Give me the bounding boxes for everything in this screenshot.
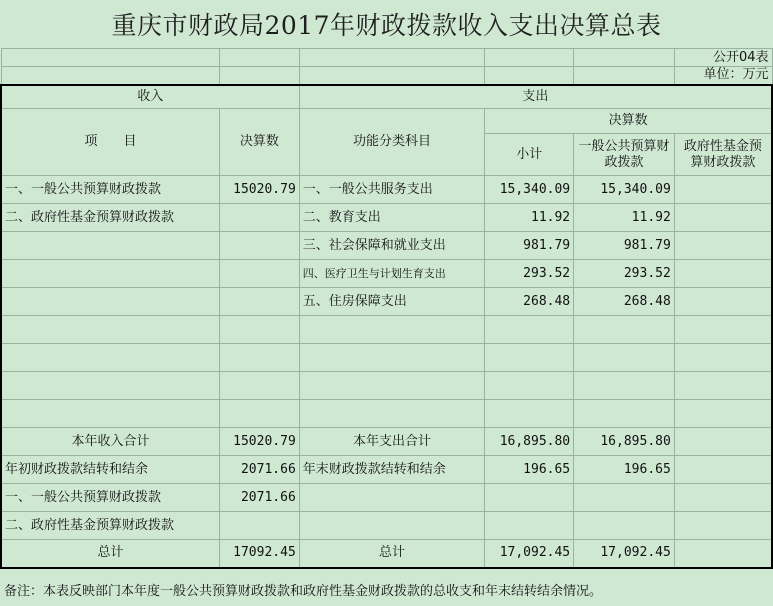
footnote: 备注：本表反映部门本年度一般公共预算财政拨款和政府性基金财政拨款的总收支和年末结转结余情况。 bbox=[4, 583, 603, 599]
carry-sub-row: 二、政府性基金预算财政拨款 bbox=[1, 512, 772, 540]
empty-row bbox=[1, 372, 772, 400]
final-amount-header: 决算数 bbox=[219, 109, 299, 176]
carry-row bbox=[1, 456, 772, 484]
expense-total-label: 本年支出合计 bbox=[299, 428, 485, 456]
table-row: 五、住房保障支出 268.48 268.48 bbox=[1, 288, 772, 316]
expense-header: 支出 bbox=[299, 85, 772, 109]
empty-row bbox=[1, 344, 772, 372]
end-carry-general: 196.65 bbox=[574, 456, 675, 484]
subtotal-header: 小计 bbox=[485, 134, 574, 176]
income-total-label: 本年收入合计 bbox=[1, 428, 219, 456]
grand-expense-general: 17,092.45 bbox=[574, 540, 675, 568]
page-title: 重庆市财政局2017年财政拨款收入支出决算总表 bbox=[111, 11, 662, 40]
grand-income-amount: 17092.45 bbox=[219, 540, 299, 568]
end-carry-label: 年末财政拨款结转和结余 bbox=[299, 456, 485, 484]
grand-expense-label: 总计 bbox=[299, 540, 485, 568]
table-code: 公开04表 bbox=[674, 49, 772, 67]
empty-row bbox=[1, 400, 772, 428]
totals-row bbox=[1, 428, 772, 456]
carry-sub-row: 一、一般公共预算财政拨款 2071.66 bbox=[1, 484, 772, 512]
final-group-header: 决算数 bbox=[485, 109, 772, 134]
table-row: 四、医疗卫生与计划生育支出 293.52 293.52 bbox=[1, 260, 772, 288]
empty-row bbox=[1, 316, 772, 344]
expense-total-general: 16,895.80 bbox=[574, 428, 675, 456]
general-budget-header: 一般公共预算财政拨款 bbox=[574, 134, 675, 176]
item-header: 项 目 bbox=[1, 109, 219, 176]
income-header: 收入 bbox=[1, 85, 299, 109]
begin-carry-label: 年初财政拨款结转和结余 bbox=[1, 456, 219, 484]
expense-total-subtotal: 16,895.80 bbox=[485, 428, 574, 456]
meta-row-code bbox=[1, 49, 772, 67]
function-category-header: 功能分类科目 bbox=[299, 109, 485, 176]
grand-expense-subtotal: 17,092.45 bbox=[485, 540, 574, 568]
gov-fund-header: 政府性基金预算财政拨款 bbox=[674, 134, 772, 176]
table-row: 二、政府性基金预算财政拨款 二、教育支出 11.92 11.92 bbox=[1, 204, 772, 232]
grand-total-row bbox=[1, 540, 772, 568]
unit-label: 单位：万元 bbox=[674, 67, 772, 85]
grand-income-label: 总计 bbox=[1, 540, 219, 568]
end-carry-subtotal: 196.65 bbox=[485, 456, 574, 484]
table-row: 三、社会保障和就业支出 981.79 981.79 bbox=[1, 232, 772, 260]
table-row: 一、一般公共预算财政拨款 15020.79 一、一般公共服务支出 15,340.09 15,340.09 bbox=[1, 176, 772, 204]
begin-carry-amount: 2071.66 bbox=[219, 456, 299, 484]
meta-row-unit bbox=[1, 67, 772, 85]
income-total: 15020.79 bbox=[219, 428, 299, 456]
final-accounts-table bbox=[0, 48, 773, 569]
